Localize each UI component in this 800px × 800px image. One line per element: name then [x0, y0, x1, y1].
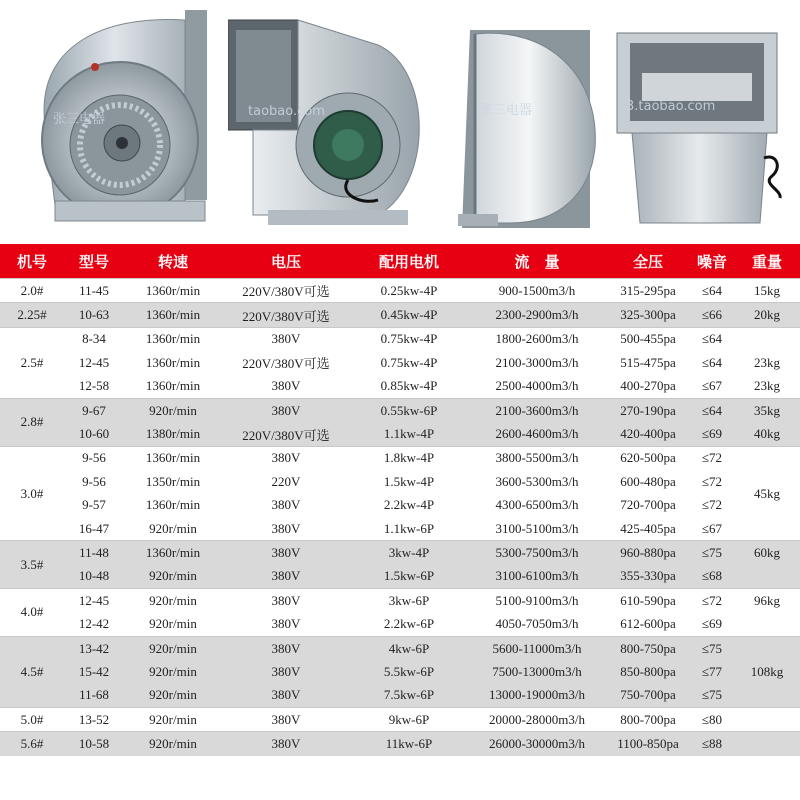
header-machine-no: 机号	[0, 244, 64, 279]
fan-angle-photo	[228, 15, 438, 235]
pressure-cell: 800-750pa	[606, 636, 690, 660]
noise-cell: ≤72	[690, 494, 734, 517]
motor-cell: 1.1kw-6P	[350, 517, 468, 541]
speed-cell: 920r/min	[124, 565, 222, 589]
noise-cell: ≤75	[690, 636, 734, 660]
machine-group	[0, 732, 800, 756]
table-row	[0, 660, 800, 683]
noise-cell: ≤66	[690, 303, 734, 327]
machine-group	[0, 303, 800, 327]
header-weight: 重量	[734, 244, 800, 279]
speed-cell: 920r/min	[124, 517, 222, 541]
speed-cell: 1360r/min	[124, 351, 222, 374]
flow-cell: 900-1500m3/h	[468, 279, 606, 303]
flow-cell: 2100-3000m3/h	[468, 351, 606, 374]
pressure-cell: 800-700pa	[606, 708, 690, 732]
table-row	[0, 589, 800, 613]
flow-cell: 7500-13000m3/h	[468, 660, 606, 683]
noise-cell: ≤75	[690, 541, 734, 565]
speed-cell: 920r/min	[124, 660, 222, 683]
noise-cell: ≤64	[690, 398, 734, 422]
pressure-cell: 515-475pa	[606, 351, 690, 374]
voltage-cell: 380V	[222, 517, 350, 541]
pressure-cell: 612-600pa	[606, 612, 690, 636]
flow-cell: 26000-30000m3/h	[468, 732, 606, 756]
model-cell: 11-48	[64, 541, 124, 565]
machine-no-cell: 2.8#	[0, 398, 64, 446]
machine-no-cell: 4.5#	[0, 636, 64, 707]
model-cell: 12-42	[64, 612, 124, 636]
weight-cell: 45kg	[734, 446, 800, 541]
pressure-cell: 355-330pa	[606, 565, 690, 589]
header-motor: 配用电机	[350, 244, 468, 279]
flow-cell: 4050-7050m3/h	[468, 612, 606, 636]
weight-cell: 15kg	[734, 279, 800, 303]
speed-cell: 1360r/min	[124, 327, 222, 351]
speed-cell: 920r/min	[124, 636, 222, 660]
table-row	[0, 612, 800, 636]
model-cell: 12-58	[64, 375, 124, 399]
pressure-cell: 1100-850pa	[606, 732, 690, 756]
speed-cell: 920r/min	[124, 708, 222, 732]
speed-cell: 920r/min	[124, 589, 222, 613]
table-row	[0, 636, 800, 660]
noise-cell: ≤72	[690, 589, 734, 613]
table-row	[0, 541, 800, 565]
noise-cell: ≤72	[690, 446, 734, 470]
product-photo-strip	[0, 0, 800, 244]
noise-cell: ≤80	[690, 708, 734, 732]
table-row	[0, 494, 800, 517]
model-cell: 9-57	[64, 494, 124, 517]
table-row	[0, 398, 800, 422]
noise-cell: ≤64	[690, 327, 734, 351]
flow-cell: 13000-19000m3/h	[468, 684, 606, 708]
table-row	[0, 708, 800, 732]
weight-cell: 23kg	[734, 375, 800, 399]
weight-cell: 23kg	[734, 351, 800, 374]
machine-no-cell: 5.6#	[0, 732, 64, 756]
weight-cell: 96kg	[734, 589, 800, 613]
motor-cell: 5.5kw-6P	[350, 660, 468, 683]
flow-cell: 2300-2900m3/h	[468, 303, 606, 327]
table-row	[0, 279, 800, 303]
model-cell: 10-60	[64, 422, 124, 446]
machine-group	[0, 541, 800, 589]
table-row	[0, 351, 800, 374]
watermark-text: taobao.com	[248, 104, 325, 119]
machine-no-cell: 2.25#	[0, 303, 64, 327]
header-voltage: 电压	[222, 244, 350, 279]
pressure-cell: 400-270pa	[606, 375, 690, 399]
voltage-cell: 380V	[222, 494, 350, 517]
noise-cell: ≤67	[690, 517, 734, 541]
motor-cell: 9kw-6P	[350, 708, 468, 732]
speed-cell: 1360r/min	[124, 303, 222, 327]
speed-cell: 1360r/min	[124, 375, 222, 399]
header-flow: 流 量	[468, 244, 606, 279]
model-cell: 15-42	[64, 660, 124, 683]
voltage-cell: 220V	[222, 470, 350, 493]
noise-cell: ≤68	[690, 565, 734, 589]
noise-cell: ≤72	[690, 470, 734, 493]
voltage-cell: 220V/380V可选	[222, 351, 350, 374]
model-cell: 9-56	[64, 470, 124, 493]
voltage-cell: 220V/380V可选	[222, 279, 350, 303]
header-pressure: 全压	[606, 244, 690, 279]
voltage-cell: 380V	[222, 636, 350, 660]
motor-cell: 0.75kw-4P	[350, 351, 468, 374]
speed-cell: 1360r/min	[124, 541, 222, 565]
voltage-cell: 380V	[222, 541, 350, 565]
table-row	[0, 375, 800, 399]
voltage-cell: 380V	[222, 708, 350, 732]
motor-cell: 0.55kw-6P	[350, 398, 468, 422]
model-cell: 16-47	[64, 517, 124, 541]
table-row	[0, 517, 800, 541]
table-row	[0, 565, 800, 589]
weight-cell	[734, 612, 800, 636]
motor-cell: 2.2kw-4P	[350, 494, 468, 517]
pressure-cell: 620-500pa	[606, 446, 690, 470]
weight-cell: 60kg	[734, 541, 800, 565]
voltage-cell: 380V	[222, 565, 350, 589]
voltage-cell: 380V	[222, 446, 350, 470]
weight-cell: 35kg	[734, 398, 800, 422]
machine-no-cell: 4.0#	[0, 589, 64, 637]
weight-cell	[734, 732, 800, 756]
model-cell: 9-56	[64, 446, 124, 470]
weight-cell	[734, 327, 800, 351]
pressure-cell: 270-190pa	[606, 398, 690, 422]
pressure-cell: 720-700pa	[606, 494, 690, 517]
flow-cell: 5100-9100m3/h	[468, 589, 606, 613]
table-row	[0, 470, 800, 493]
voltage-cell: 380V	[222, 327, 350, 351]
machine-no-cell: 5.0#	[0, 708, 64, 732]
model-cell: 10-63	[64, 303, 124, 327]
pressure-cell: 750-700pa	[606, 684, 690, 708]
motor-cell: 1.8kw-4P	[350, 446, 468, 470]
machine-group	[0, 279, 800, 303]
motor-cell: 0.45kw-4P	[350, 303, 468, 327]
motor-cell: 0.25kw-4P	[350, 279, 468, 303]
model-cell: 10-48	[64, 565, 124, 589]
pressure-cell: 425-405pa	[606, 517, 690, 541]
model-cell: 13-42	[64, 636, 124, 660]
machine-group	[0, 398, 800, 446]
voltage-cell: 380V	[222, 375, 350, 399]
model-cell: 9-67	[64, 398, 124, 422]
flow-cell: 3100-6100m3/h	[468, 565, 606, 589]
table-row	[0, 684, 800, 708]
model-cell: 10-58	[64, 732, 124, 756]
watermark-text: 3.taobao.com	[626, 99, 716, 114]
speed-cell: 1360r/min	[124, 446, 222, 470]
model-cell: 12-45	[64, 351, 124, 374]
machine-group	[0, 589, 800, 637]
table-row	[0, 327, 800, 351]
speed-cell: 1380r/min	[124, 422, 222, 446]
watermark-text: 张三电器	[53, 112, 106, 127]
motor-cell: 1.5kw-4P	[350, 470, 468, 493]
model-cell: 11-45	[64, 279, 124, 303]
flow-cell: 5600-11000m3/h	[468, 636, 606, 660]
voltage-cell: 220V/380V可选	[222, 303, 350, 327]
machine-group	[0, 327, 800, 398]
noise-cell: ≤88	[690, 732, 734, 756]
machine-no-cell: 3.0#	[0, 446, 64, 541]
model-cell: 12-45	[64, 589, 124, 613]
fan-spec-table	[0, 244, 800, 756]
speed-cell: 920r/min	[124, 612, 222, 636]
noise-cell: ≤69	[690, 612, 734, 636]
pressure-cell: 500-455pa	[606, 327, 690, 351]
voltage-cell: 380V	[222, 589, 350, 613]
table-row	[0, 303, 800, 327]
speed-cell: 1360r/min	[124, 279, 222, 303]
speed-cell: 1350r/min	[124, 470, 222, 493]
weight-cell: 20kg	[734, 303, 800, 327]
motor-cell: 0.85kw-4P	[350, 375, 468, 399]
model-cell: 13-52	[64, 708, 124, 732]
weight-cell: 108kg	[734, 636, 800, 707]
header-speed: 转速	[124, 244, 222, 279]
voltage-cell: 380V	[222, 612, 350, 636]
watermark-text: 张三电器	[480, 103, 533, 118]
speed-cell: 1360r/min	[124, 494, 222, 517]
motor-cell: 1.1kw-4P	[350, 422, 468, 446]
machine-group	[0, 446, 800, 541]
header-noise: 噪音	[690, 244, 734, 279]
flow-cell: 2600-4600m3/h	[468, 422, 606, 446]
flow-cell: 2100-3600m3/h	[468, 398, 606, 422]
fan-top-photo	[612, 18, 792, 233]
speed-cell: 920r/min	[124, 398, 222, 422]
fan-side-photo	[450, 18, 610, 233]
noise-cell: ≤69	[690, 422, 734, 446]
voltage-cell: 220V/380V可选	[222, 422, 350, 446]
flow-cell: 3800-5500m3/h	[468, 446, 606, 470]
motor-cell: 3kw-6P	[350, 589, 468, 613]
motor-cell: 2.2kw-6P	[350, 612, 468, 636]
model-cell: 11-68	[64, 684, 124, 708]
pressure-cell: 315-295pa	[606, 279, 690, 303]
flow-cell: 3100-5100m3/h	[468, 517, 606, 541]
weight-cell: 40kg	[734, 422, 800, 446]
noise-cell: ≤77	[690, 660, 734, 683]
motor-cell: 11kw-6P	[350, 732, 468, 756]
table-header	[0, 244, 800, 279]
pressure-cell: 420-400pa	[606, 422, 690, 446]
motor-cell: 4kw-6P	[350, 636, 468, 660]
weight-cell	[734, 708, 800, 732]
machine-group	[0, 636, 800, 707]
table-row	[0, 446, 800, 470]
flow-cell: 3600-5300m3/h	[468, 470, 606, 493]
noise-cell: ≤75	[690, 684, 734, 708]
flow-cell: 4300-6500m3/h	[468, 494, 606, 517]
fan-front-photo	[25, 5, 225, 235]
model-cell: 8-34	[64, 327, 124, 351]
pressure-cell: 325-300pa	[606, 303, 690, 327]
pressure-cell: 610-590pa	[606, 589, 690, 613]
motor-cell: 3kw-4P	[350, 541, 468, 565]
motor-cell: 0.75kw-4P	[350, 327, 468, 351]
machine-no-cell: 2.0#	[0, 279, 64, 303]
table-row	[0, 422, 800, 446]
speed-cell: 920r/min	[124, 684, 222, 708]
machine-group	[0, 708, 800, 732]
voltage-cell: 380V	[222, 732, 350, 756]
pressure-cell: 850-800pa	[606, 660, 690, 683]
weight-cell	[734, 565, 800, 589]
noise-cell: ≤64	[690, 279, 734, 303]
speed-cell: 920r/min	[124, 732, 222, 756]
flow-cell: 1800-2600m3/h	[468, 327, 606, 351]
pressure-cell: 600-480pa	[606, 470, 690, 493]
noise-cell: ≤64	[690, 351, 734, 374]
flow-cell: 20000-28000m3/h	[468, 708, 606, 732]
flow-cell: 5300-7500m3/h	[468, 541, 606, 565]
pressure-cell: 960-880pa	[606, 541, 690, 565]
table-row	[0, 732, 800, 756]
motor-cell: 1.5kw-6P	[350, 565, 468, 589]
motor-cell: 7.5kw-6P	[350, 684, 468, 708]
voltage-cell: 380V	[222, 684, 350, 708]
machine-no-cell: 3.5#	[0, 541, 64, 589]
noise-cell: ≤67	[690, 375, 734, 399]
machine-no-cell: 2.5#	[0, 327, 64, 398]
voltage-cell: 380V	[222, 398, 350, 422]
flow-cell: 2500-4000m3/h	[468, 375, 606, 399]
voltage-cell: 380V	[222, 660, 350, 683]
header-model: 型号	[64, 244, 124, 279]
